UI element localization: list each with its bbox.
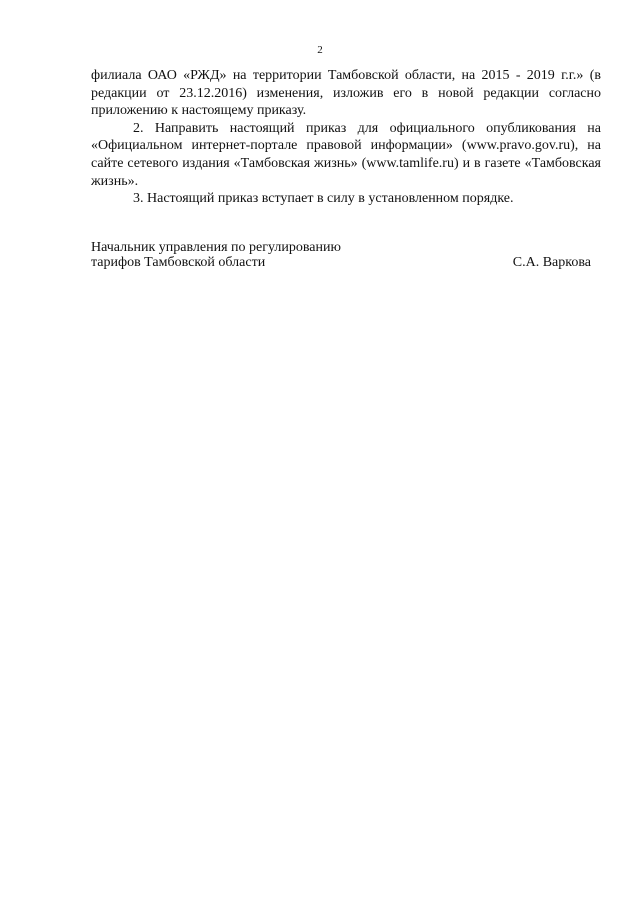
paragraph-continuation: филиала ОАО «РЖД» на территории Тамбовской области, на 2015 - 2019 г.г.» (в редакции от 23.12.2016) изменения, изложив его в новой редакции согласно приложению к настоящему приказу. bbox=[91, 68, 601, 119]
paragraph-publication: 2. Направить настоящий приказ для официального опубликования на «Официальном интернет-портале правовой информации» (www.pravo.gov.ru), на сайте сетевого издания «Тамбовская жизнь» (www.tamlife.ru) и в газете «Тамбовская жизнь». bbox=[91, 120, 601, 189]
signature-position-line1: Начальник управления по регулированию bbox=[91, 240, 341, 255]
signature-block bbox=[91, 240, 591, 270]
signature-line bbox=[91, 255, 591, 270]
signatory-name: С.А. Варкова bbox=[512, 255, 591, 270]
paragraph-effective: 3. Настоящий приказ вступает в силу в установленном порядке. bbox=[133, 191, 514, 207]
document-body bbox=[91, 67, 601, 208]
signature-position-line2: тарифов Тамбовской области bbox=[91, 255, 266, 270]
page-number: 2 bbox=[317, 44, 323, 56]
